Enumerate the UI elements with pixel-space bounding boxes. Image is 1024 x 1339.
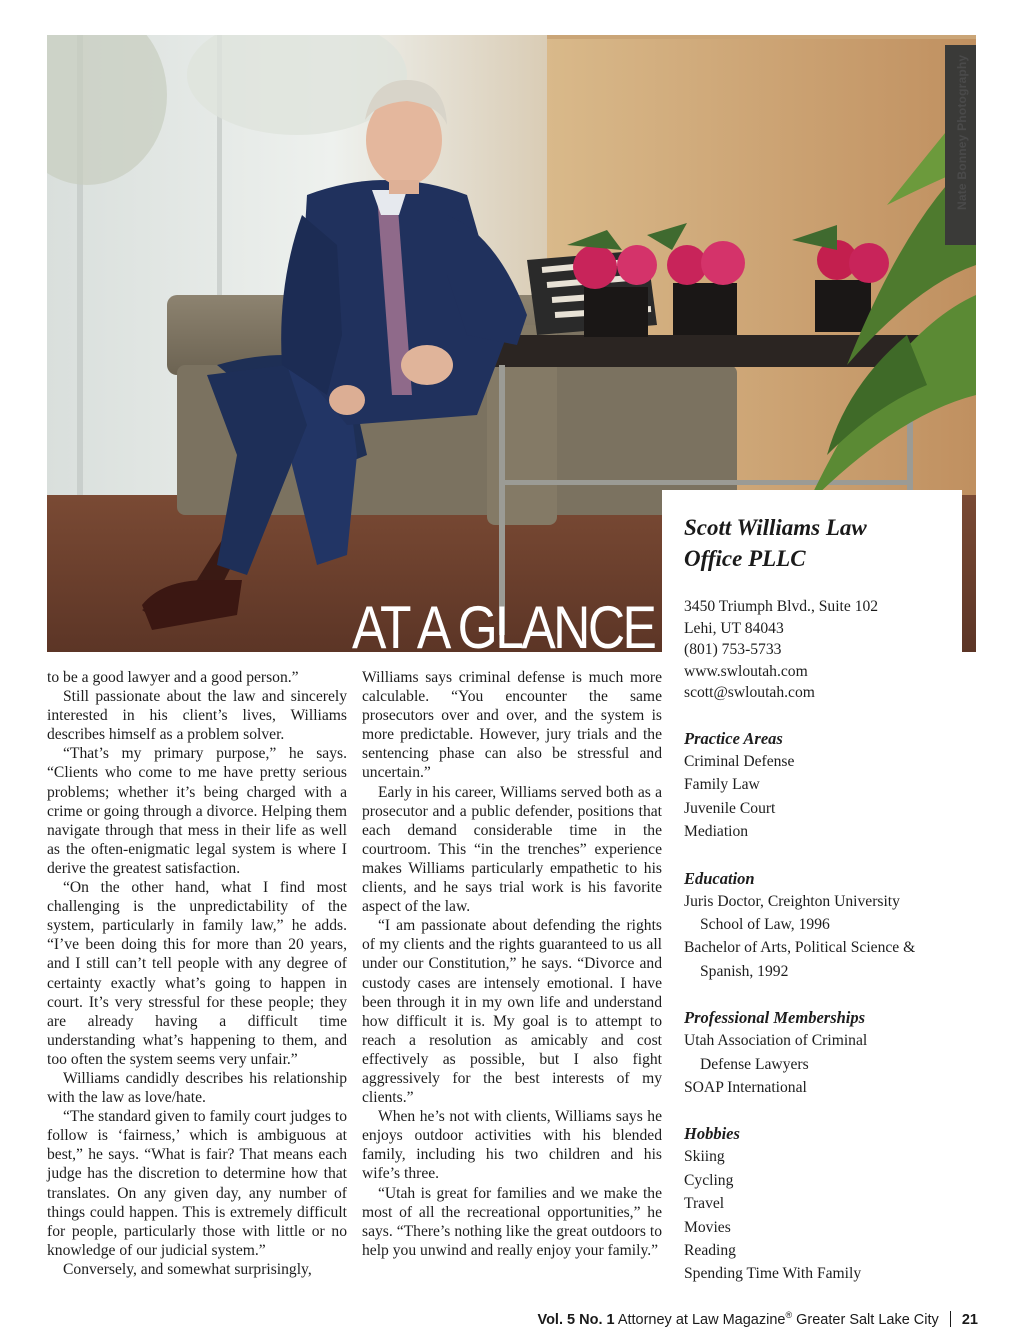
hobby-item: Cycling — [684, 1171, 734, 1189]
registered-mark: ® — [785, 1310, 793, 1320]
photo-credit: Nate Bonney Photography — [955, 54, 969, 210]
address-line-1: 3450 Triumph Blvd., Suite 102 — [684, 598, 879, 615]
hobby-item: Travel — [684, 1195, 725, 1213]
at-a-glance-title: AT A GLANCE — [352, 594, 655, 661]
footer-divider — [950, 1311, 951, 1327]
hobbies-heading: Hobbies — [684, 1124, 740, 1144]
article-column-1 — [47, 668, 347, 1279]
article-paragraph: “That’s my primary purpose,” he says. “Clients who come to me have pretty serious problems; whether it’s being charged with a crime or going through a divorce. Helping them navigate through that mess in their life as well as the often-enigmatic legal system is where I derive the greatest satisfaction. — [47, 745, 347, 877]
article-paragraph: Still passionate about the law and sincerely interested in his client’s lives, Williams describes himself as a problem solver. — [47, 688, 347, 744]
memberships-heading: Professional Memberships — [684, 1008, 866, 1028]
article-paragraph: Williams candidly describes his relationship with the law as love/hate. — [47, 1069, 347, 1107]
hobby-item: Movies — [684, 1218, 731, 1236]
address-line-2: Lehi, UT 84043 — [684, 619, 784, 637]
practice-areas-heading: Practice Areas — [684, 728, 783, 748]
article-paragraph: “The standard given to family court judges to follow is ‘fairness,’ which is ambiguous at best,” he says. “What is fair? That means each judge has the discretion to determine how that translates. On any given day, any number of things could happen. This is extremely difficult for people, particularly those with little or no knowledge of our judicial system.” — [47, 1108, 347, 1259]
education-item: Bachelor of Arts, Political Science & — [684, 939, 916, 957]
education-item: Spanish, 1992 — [700, 962, 789, 980]
page-number: 21 — [961, 1312, 978, 1328]
education-item: Juris Doctor, Creighton University — [684, 892, 900, 910]
article-paragraph: “Utah is great for families and we make the most of all the recreational opportunities,” he says. “There’s nothing like the great outdoors to help you unwind and really enjoy your family.” — [362, 1184, 662, 1259]
practice-area-item: Family Law — [684, 776, 760, 794]
article-paragraph: “I am passionate about defending the rights of my clients and the rights guaranteed to us all under our Constitution,” he says. “Divorce and custody cases are intensely emotional. I have been through it in my own life and understand how difficult it is. My goal is to attempt to reach a resolution as amicably and cost effectively as possible, but I also fight aggressively for the best interests of my clients.” — [362, 917, 662, 1107]
education-item: School of Law, 1996 — [700, 916, 830, 933]
website-link[interactable]: www.swloutah.com — [684, 662, 808, 680]
hobby-item: Reading — [684, 1242, 736, 1260]
practice-area-item: Criminal Defense — [684, 752, 795, 770]
article-column-2 — [362, 668, 662, 1260]
education-heading: Education — [684, 868, 755, 888]
membership-item: Defense Lawyers — [700, 1055, 809, 1073]
phone-number: (801) 753-5733 — [684, 641, 782, 659]
article-paragraph: Early in his career, Williams served both as a prosecutor and a public defender, positions that each demand considerable time in the courtroom. This “in the trenches” experience makes Williams particularly empathetic to his clients, and he says trial work is his favorite aspect of the law. — [362, 783, 662, 916]
article-paragraph: to be a good lawyer and a good person.” — [47, 669, 299, 686]
page-footer — [537, 1303, 978, 1327]
hobby-item: Spending Time With Family — [684, 1265, 862, 1283]
hobby-item: Skiing — [684, 1148, 725, 1166]
volume-label: Vol. 5 No. 1 — [537, 1312, 615, 1328]
article-paragraph: When he’s not with clients, Williams says he enjoys outdoor activities with his blended family, including his two children and his wife’s three. — [362, 1108, 662, 1183]
at-a-glance-sidebar — [662, 490, 962, 1290]
practice-area-item: Juvenile Court — [684, 799, 776, 817]
edition-city: Greater Salt Lake City — [796, 1312, 939, 1328]
firm-name-line-1: Scott Williams Law — [684, 515, 867, 540]
firm-name — [684, 512, 962, 574]
article-paragraph: “On the other hand, what I find most challenging is the unpredictability of the system, particularly in family law,” he adds. “I’ve been doing this for more than 20 years, and I still can’t tell people with any degree of certainty exactly what’s going to happen in court. It’s very stressful for these people; they are already having a difficult time understanding what’s happening to them, and too often the system seems very unfair.” — [47, 879, 347, 1068]
article-paragraph: Williams says criminal defense is much more calculable. “You encounter the same prosecutors over and over, and the system is more predictable. However, jury trials and the sentencing phase can also be stressful and uncertain.” — [362, 669, 662, 782]
article-paragraph: Conversely, and somewhat surprisingly, — [63, 1260, 312, 1278]
magazine-name: Attorney at Law Magazine — [617, 1312, 786, 1328]
email-link[interactable]: scott@swloutah.com — [684, 684, 815, 702]
practice-area-item: Mediation — [684, 823, 749, 841]
firm-name-line-2: Office PLLC — [684, 546, 806, 571]
membership-item: Utah Association of Criminal — [684, 1032, 868, 1050]
membership-item: SOAP International — [684, 1079, 807, 1097]
contact-block — [684, 596, 962, 704]
